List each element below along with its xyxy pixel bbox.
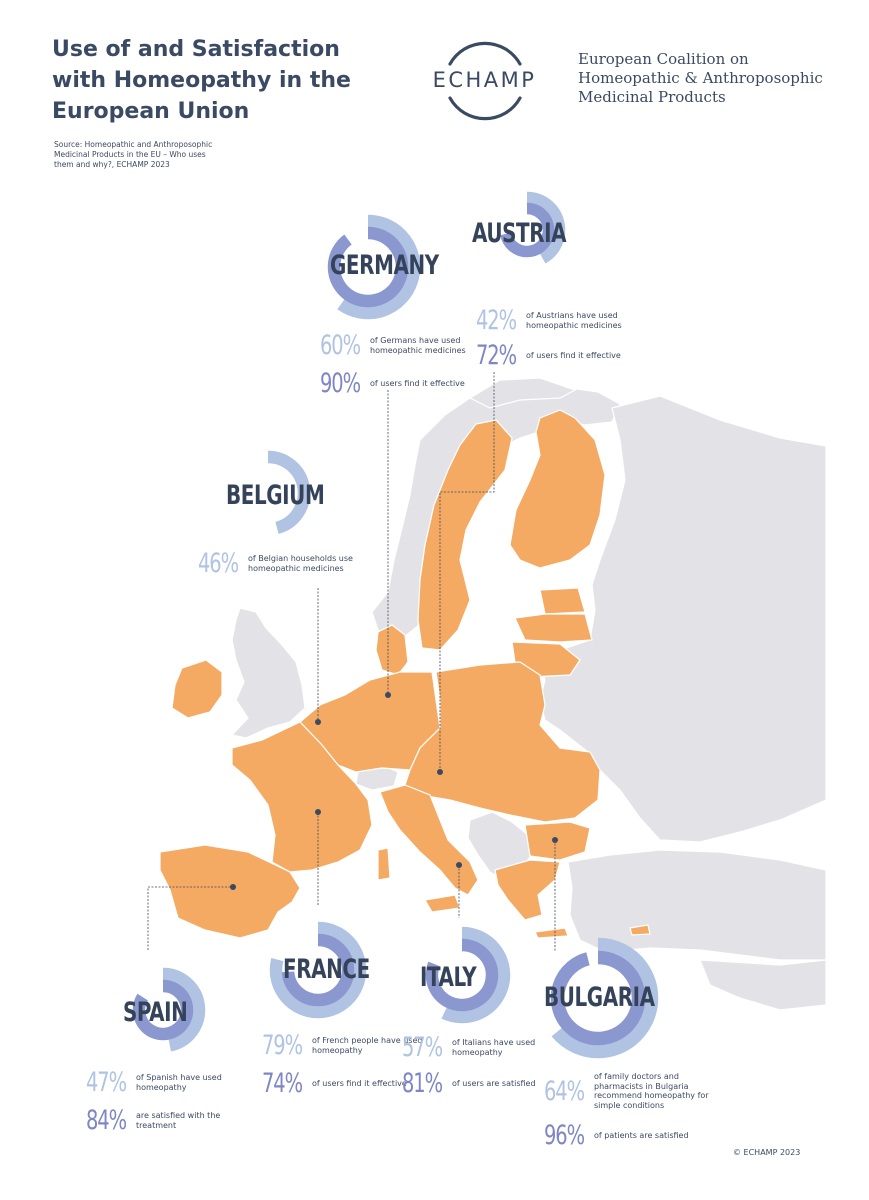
germany-stat-1 [320, 330, 490, 361]
organization-name: European Coalition on Homeopathic & Anthroposophic Medicinal Products [578, 50, 823, 106]
echamp-logo-text: ECHAMP [432, 68, 537, 92]
belgium-stat-1-text: of Belgian households use homeopathic medicines [248, 554, 353, 573]
spain-stat-1-text: of Spanish have used homeopathy [136, 1073, 222, 1092]
germany-stat-2-percent: 90% [320, 368, 360, 399]
bulgaria-stat-1-text: of family doctors and pharmacists in Bulgaria recommend homeopathy for simple conditions [594, 1072, 709, 1110]
germany-stat-2-text: of users find it effective [370, 378, 465, 388]
spain-stat-2 [86, 1105, 256, 1136]
spain-stat-2-percent: 84% [86, 1105, 126, 1136]
france-stat-1-percent: 79% [262, 1030, 302, 1061]
france-stat-1-text: of French people have used homeopathy [312, 1036, 423, 1055]
france-stat-2-text: of users find it effective [312, 1078, 407, 1088]
copyright-text: © ECHAMP 2023 [733, 1148, 801, 1157]
austria-stat-1-text: of Austrians have used homeopathic medicines [526, 311, 622, 330]
italy-label: ITALY [420, 962, 477, 993]
bulgaria-stat-2 [544, 1120, 714, 1151]
austria-stat-2-text: of users find it effective [526, 350, 621, 360]
austria-stat-2-percent: 72% [476, 340, 516, 371]
belgium-label: BELGIUM [226, 480, 325, 511]
italy-stat-1 [402, 1032, 572, 1063]
bulgaria-stat-2-text: of patients are satisfied [594, 1130, 689, 1140]
spain-label: SPAIN [123, 997, 188, 1028]
france-label: FRANCE [283, 954, 370, 985]
bulgaria-stat-1-percent: 64% [544, 1075, 584, 1107]
spain-stat-1 [86, 1067, 256, 1098]
france-stat-2-percent: 74% [262, 1068, 302, 1099]
italy-stat-2-text: of users are satisfied [452, 1078, 536, 1088]
italy-stat-1-text: of Italians have used homeopathy [452, 1038, 536, 1057]
austria-stat-1-percent: 42% [476, 305, 516, 336]
page-title: Use of and Satisfaction with Homeopathy in the European Union [52, 37, 351, 124]
austria-stat-2 [476, 340, 646, 371]
belgium-stat-1 [198, 548, 368, 579]
spain-stat-2-text: are satisfied with the treatment [136, 1111, 221, 1130]
italy-stat-2-percent: 81% [402, 1068, 442, 1099]
italy-stat-1-percent: 57% [402, 1032, 442, 1063]
source-note: Source: Homeopathic and Anthroposophic Medicinal Products in the EU – Who uses them and why?, ECHAMP 2023 [54, 140, 213, 169]
bulgaria-stat-2-percent: 96% [544, 1120, 584, 1151]
belgium-stat-1-percent: 46% [198, 548, 238, 579]
spain-stat-1-percent: 47% [86, 1067, 126, 1098]
austria-label: AUSTRIA [472, 218, 567, 249]
austria-stat-1 [476, 305, 646, 336]
germany-stat-1-text: of Germans have used homeopathic medicines [370, 336, 466, 355]
bulgaria-stat-1 [544, 1072, 729, 1110]
bulgaria-label: BULGARIA [544, 982, 655, 1013]
germany-stat-1-percent: 60% [320, 330, 360, 361]
germany-stat-2 [320, 368, 490, 399]
germany-label: GERMANY [330, 250, 439, 281]
